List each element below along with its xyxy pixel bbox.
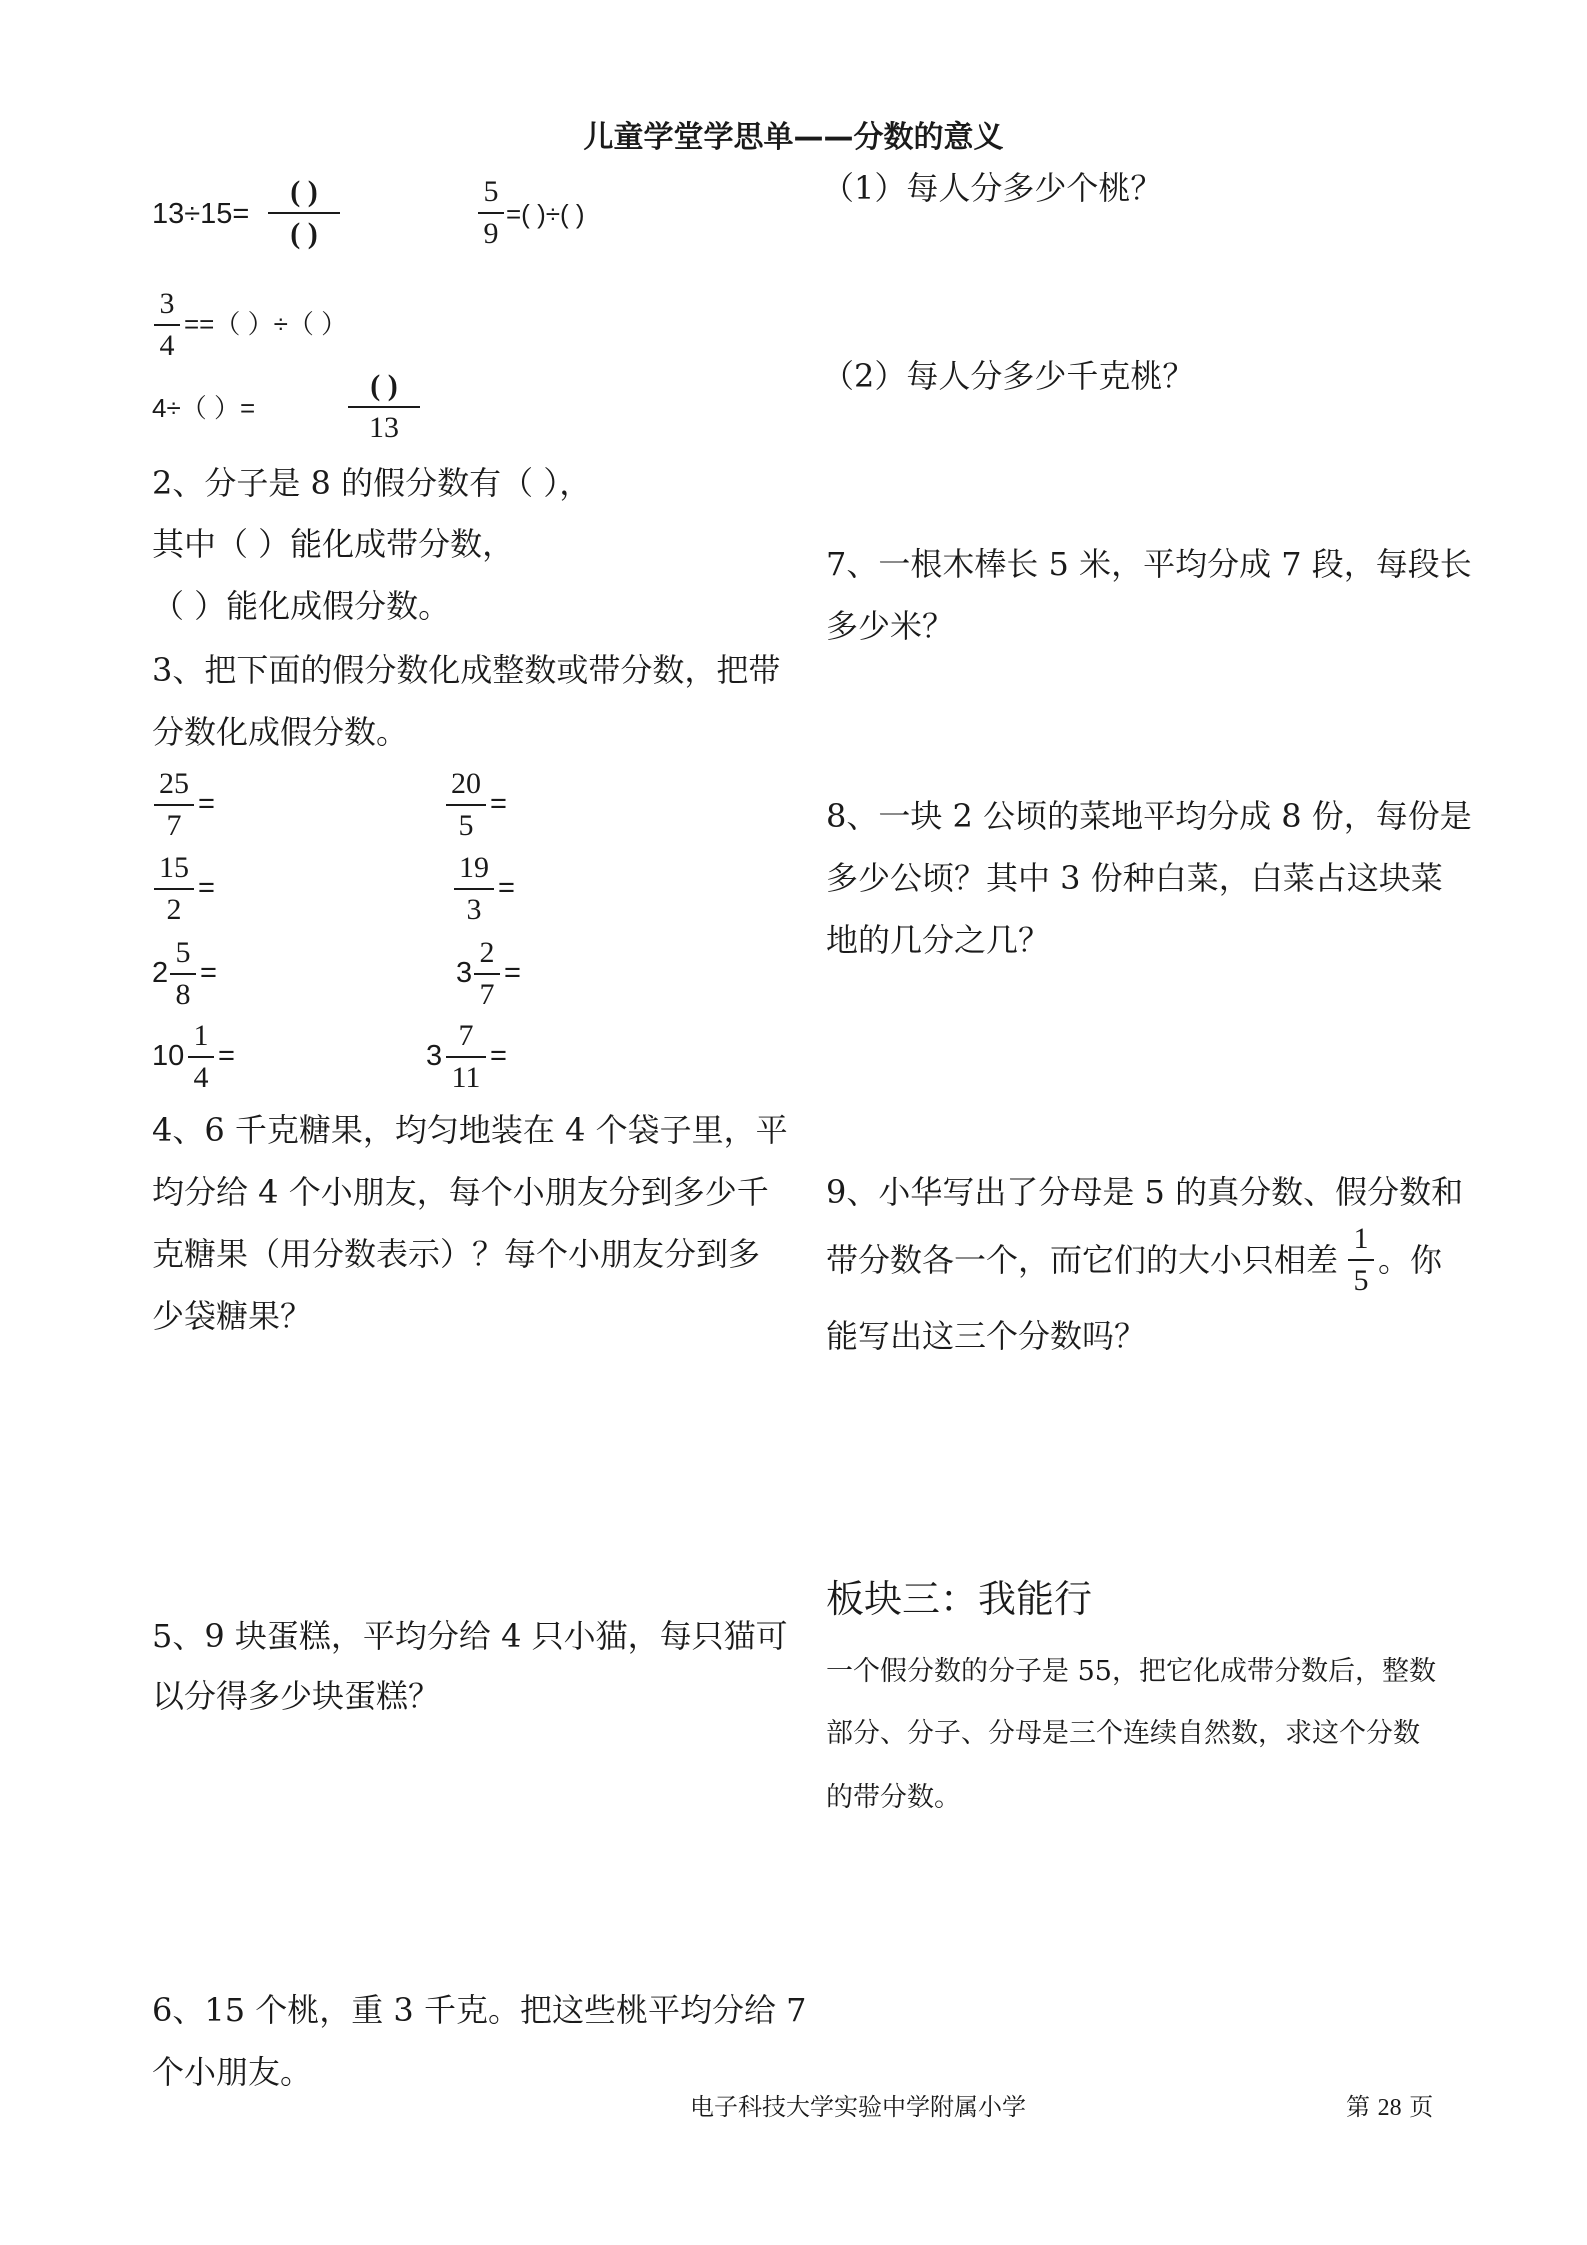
q3-item-8-whole: 3 [426,1040,443,1072]
footer-school: 电子科技大学实验中学附属小学 [690,2093,1026,2121]
q4-line-3: 克糖果（用分数表示）？每个小朋友分到多 [152,1235,761,1273]
section-3-line-3: 的带分数。 [826,1782,961,1813]
q3-line-2: 分数化成假分数。 [152,713,409,751]
q5-line-1: 5、9 块蛋糕，平均分给 4 只小猫，每只猫可 [152,1617,788,1655]
q7-line-2: 多少米？ [826,607,955,645]
q1-d-fraction [348,367,420,447]
q3-item-1-equals: = [198,788,215,820]
q1-a-fraction [268,173,340,253]
q3-item-3-equals: = [198,872,215,904]
q3-item-7-whole: 10 [152,1040,185,1072]
q3-item-4-equals: = [498,872,515,904]
q4-line-2: 均分给 4 个小朋友，每个小朋友分到多少千 [152,1173,769,1211]
q9-line-1: 9、小华写出了分母是 5 的真分数、假分数和 [826,1173,1464,1211]
q8-line-1: 8、一块 2 公顷的菜地平均分成 8 份，每份是 [826,797,1472,835]
q1-b-denominator: 9 [483,217,499,250]
q6-sub-2: （2）每人分多少千克桃？ [822,357,1195,395]
q1-d-expression[interactable]: 4÷（ ）= [152,393,256,423]
q5-line-2: 以分得多少块蛋糕？ [152,1677,441,1715]
q2-line-1: 2、分子是 8 的假分数有（ ）， [152,464,592,502]
q3-item-4: 19 3 [454,849,494,929]
footer-page-number: 28 [1377,2095,1402,2121]
q8-line-2: 多少公顷？其中 3 份种白菜，白菜占这块菜 [826,859,1443,897]
q3-item-8-equals: = [490,1040,507,1072]
q1-a-expression: 13÷15= [152,198,250,230]
section-3-line-1: 一个假分数的分子是 55，把它化成带分数后，整数 [826,1656,1436,1687]
q9-line-2b: 。你 [1378,1241,1443,1279]
q4-line-1: 4、6 千克糖果，均匀地装在 4 个袋子里，平 [152,1111,788,1149]
q3-item-5-equals: = [200,957,217,989]
q1-b-expression[interactable]: =( )÷( ) [506,199,585,229]
footer-page-suffix: 页 [1409,2093,1434,2121]
q3-item-6-whole: 3 [456,957,473,989]
page-title: 儿童学堂学思单——分数的意义 [583,120,1004,155]
section-3-heading: 板块三：我能行 [826,1577,1093,1621]
q3-item-5-whole: 2 [152,957,169,989]
q1-b-numerator: 5 [483,175,499,208]
q3-item-1: 25 7 [154,765,194,845]
q3-line-1: 3、把下面的假分数化成整数或带分数，把带 [152,651,781,689]
q2-line-3: （ ）能化成假分数。 [152,587,451,625]
q6-line-1: 6、15 个桃，重 3 千克。把这些桃平均分给 7 [152,1991,807,2029]
q1-d-denominator: 13 [369,411,399,444]
q3-item-6: 2 7 [474,934,500,1014]
q1-a-numerator-blank[interactable]: ( ) [290,175,318,208]
q3-item-8: 7 11 [446,1017,486,1097]
footer-page-prefix: 第 [1346,2093,1370,2121]
section-3-line-2: 部分、分子、分母是三个连续自然数，求这个分数 [826,1718,1420,1749]
q6-sub-1: （1）每人分多少个桃？ [822,169,1163,207]
q3-item-3: 15 2 [154,849,194,929]
q3-item-2: 20 5 [446,765,486,845]
q1-c-numerator: 3 [159,287,175,320]
q3-item-5: 5 8 [170,934,196,1014]
q1-c-fraction [154,285,180,365]
q1-c-denominator: 4 [159,329,175,362]
footer-page [1346,2092,1433,2123]
q9-fraction: 1 5 [1348,1220,1374,1300]
q9-line-3: 能写出这三个分数吗？ [826,1317,1147,1355]
q2-line-2: 其中（ ）能化成带分数， [152,525,515,563]
q3-item-6-equals: = [504,957,521,989]
q4-line-4: 少袋糖果？ [152,1297,313,1335]
q3-item-7-equals: = [218,1040,235,1072]
q3-item-2-equals: = [490,788,507,820]
q1-a-denominator-blank[interactable]: ( ) [290,217,318,250]
q7-line-1: 7、一根木棒长 5 米，平均分成 7 段，每段长 [826,545,1472,583]
q1-b-fraction [478,173,504,253]
q8-line-3: 地的几分之几？ [826,921,1051,959]
q1-d-numerator-blank[interactable]: ( ) [370,369,398,402]
q3-item-7: 1 4 [188,1017,214,1097]
q6-line-2: 个小朋友。 [152,2053,313,2091]
q9-line-2a: 带分数各一个，而它们的大小只相差 [826,1241,1339,1279]
q1-c-expression[interactable]: ==（ ）÷（ ） [184,309,348,339]
